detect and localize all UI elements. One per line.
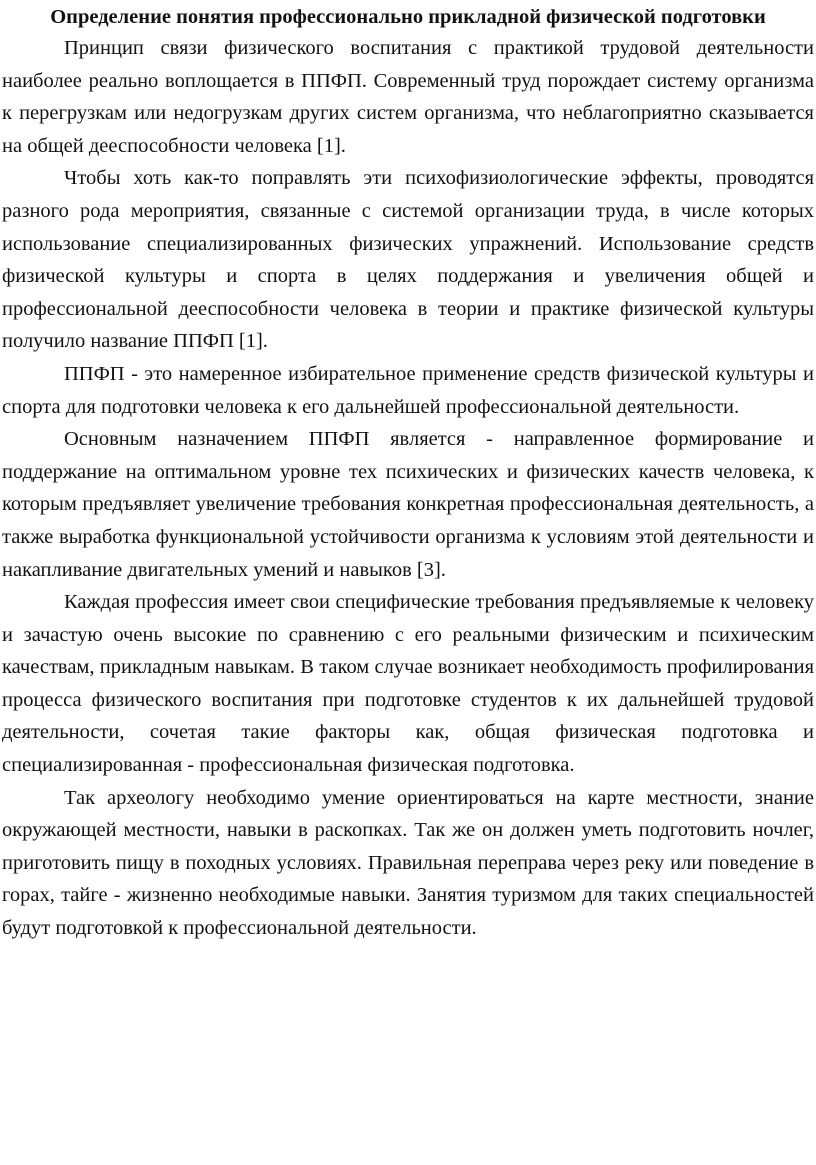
document-title: Определение понятия профессионально прикладной физической подготовки [50,6,766,28]
paragraph-1: Принцип связи физического воспитания с практикой трудовой деятельности наиболее реально воплощается в ППФП. Современный труд порождает систему организма к перегрузкам или недогрузкам других систем организма, что неблагоприятно сказывается на общей дееспособности человека [1]. [2,37,814,157]
paragraph-5: Каждая профессия имеет свои специфические требования предъявляемые к человеку и зачастую очень высокие по сравнению с его реальными физическим и психическим качествам, прикладным навыкам. В таком случае возникает необходимость профилирования процесса физического воспитания при подготовке студентов к их дальнейшей трудовой деятельности, сочетая такие факторы как, общая физическая подготовка и специализированная - профессиональная физическая подготовка. [2,591,814,777]
paragraph-4: Основным назначением ППФП является - направленное формирование и поддержание на оптимальном уровне тех психических и физических качеств человека, к которым предъявляет увеличение требования конкретная профессиональная деятельность, а также выработка функциональной устойчивости организма к условиям этой деятельности и накапливание двигательных умений и навыков [3]. [2,428,814,581]
paragraph-6: Так археологу необходимо умение ориентироваться на карте местности, знание окружающей местности, навыки в раскопках. Так же он должен уметь подготовить ночлег, приготовить пищу в походных условиях. Правильная переправа через реку или поведение в горах, тайге - жизненно необходимые навыки. Занятия туризмом для таких специальностей будут подготовкой к профессиональной деятельности. [2,786,814,940]
paragraph-3: ППФП - это намеренное избирательное применение средств физической культуры и спорта для подготовки человека к его дальнейшей профессиональной деятельности. [2,362,814,418]
paragraph-2: Чтобы хоть как-то поправлять эти психофизиологические эффекты, проводятся разного рода мероприятия, связанные с системой организации труда, в числе которых использование специализированных физических упражнений. Использование средств физической культуры и спорта в целях поддержания и увеличения общей и профессиональной дееспособности человека в теории и практике физической культуры получило название ППФП [1]. [2,167,814,353]
